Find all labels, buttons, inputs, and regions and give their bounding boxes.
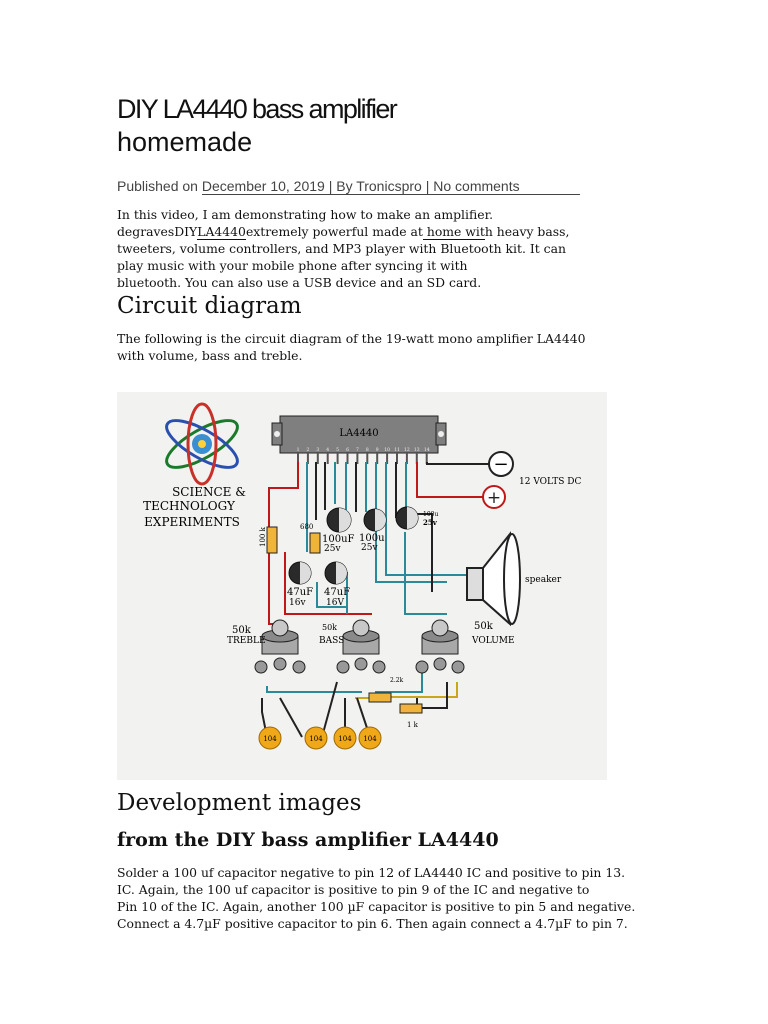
paragraph-line: with volume, bass and treble. (117, 348, 303, 363)
ic-pin-number: 4 (326, 448, 330, 453)
ic-pin-number: 7 (355, 448, 359, 453)
pot-treble (255, 620, 305, 673)
cap-a-voltage: 25v (324, 544, 341, 554)
cap-c-value: 100u (423, 511, 439, 518)
ceramic-cap-2-label: 104 (309, 735, 323, 743)
res-100k-label: 100 k (259, 527, 267, 547)
bass-value: 50k (322, 623, 338, 632)
circuit-paragraph (117, 330, 586, 364)
speaker-label: speaker (525, 575, 562, 585)
volume-label: VOLUME (472, 636, 515, 646)
comments-link[interactable]: No comments (433, 178, 520, 194)
speaker-icon (467, 534, 520, 624)
ic-pin-number: 13 (413, 448, 420, 453)
paragraph-line: The following is the circuit diagram of the 19-watt mono amplifier LA4440 (117, 331, 586, 346)
resistor-1k (400, 704, 422, 713)
paragraph-line: Solder a 100 uf capacitor negative to pin 12 of LA4440 IC and positive to pin 13. (117, 865, 626, 880)
intro-text: degravesDIY (117, 224, 198, 239)
cap-a-value: 100uF (322, 534, 355, 545)
capacitor-100uf-c (396, 507, 418, 529)
paragraph-line: Connect a 4.7µF positive capacitor to pin 6. Then again connect a 4.7µF to pin 7. (117, 916, 628, 931)
paragraph-line: Pin 10 of the IC. Again, another 100 µF capacitor is positive to pin 5 and negative. (117, 899, 636, 914)
intro-line: bluetooth. You can also use a USB device and an SD card. (117, 275, 482, 290)
capacitor-100uf-a (327, 508, 351, 532)
author-link[interactable]: Tronicspro (356, 178, 422, 194)
cap-47-a-voltage: 16v (289, 598, 306, 608)
ic-pin-number: 11 (394, 448, 400, 453)
meta-underline (518, 180, 580, 195)
intro-line: tweeters, volume controllers, and MP3 player with Bluetooth kit. It can (117, 241, 566, 256)
la4440-link[interactable]: LA4440 (197, 224, 246, 239)
treble-label: TREBLE (227, 636, 266, 646)
cap-47-b-voltage: 16V (326, 598, 344, 608)
bass-label: BASS (319, 636, 345, 646)
ic-pin-number: 12 (404, 448, 410, 453)
circuit-diagram-image (117, 392, 607, 780)
res-680-label: 680 (300, 523, 314, 531)
plus-sign: + (486, 488, 502, 508)
development-paragraph (117, 864, 635, 932)
resistor-100k (267, 527, 277, 553)
ceramic-cap-3-label: 104 (338, 735, 352, 743)
resistor-2-2k (369, 693, 391, 702)
ic-pin-number: 5 (336, 448, 340, 453)
post-date-link[interactable]: December 10, 2019 (201, 178, 325, 194)
res-1k-label: 1 k (407, 721, 418, 729)
cap-b-voltage: 25v (361, 543, 378, 553)
meta-separator: | (421, 178, 434, 194)
ic-pin-number: 9 (375, 448, 379, 453)
home-link[interactable]: home wit (422, 224, 485, 239)
volume-value: 50k (474, 621, 493, 632)
cap-47-b-value: 47uF (324, 587, 351, 598)
section-heading-development-images: Development images (117, 790, 362, 816)
published-prefix: Published on (117, 178, 202, 194)
supply-label: 12 VOLTS DC (519, 477, 582, 487)
capacitor-100uf-b (364, 509, 386, 531)
capacitor-47uf-a (289, 562, 311, 584)
meta-separator-by: | By (324, 178, 357, 194)
section-heading-circuit-diagram: Circuit diagram (117, 293, 302, 319)
cap-c-voltage: 25v (423, 518, 437, 527)
article-title-line2: homemade (117, 127, 253, 157)
cap-47-a-value: 47uF (287, 587, 314, 598)
logo-text-2: TECHNOLOGY (143, 499, 235, 513)
logo-text-3: EXPERIMENTS (144, 515, 240, 529)
ic-pin-number: 10 (384, 448, 390, 453)
intro-text: h heavy bass, (484, 224, 570, 239)
res-22k-label: 2.2k (390, 677, 404, 684)
logo-text-1: SCIENCE & (172, 485, 246, 499)
pot-volume (416, 620, 464, 673)
ic-pin-number: 3 (316, 448, 320, 453)
ic-pin-number: 6 (346, 448, 349, 453)
ic-pin-number: 1 (296, 448, 300, 453)
minus-sign: − (493, 454, 509, 475)
intro-paragraph (117, 206, 569, 291)
post-meta (117, 178, 580, 195)
section-subheading: from the DIY bass amplifier LA4440 (117, 829, 499, 851)
ceramic-cap-4-label: 104 (363, 735, 377, 743)
intro-line: play music with your mobile phone after syncing it with (117, 258, 468, 273)
pot-bass (337, 620, 385, 673)
treble-value: 50k (232, 625, 251, 636)
intro-text: extremely powerful made at (245, 224, 423, 239)
resistor-680 (310, 533, 320, 553)
ic-pin-number: 8 (365, 448, 369, 453)
intro-line (117, 223, 569, 240)
intro-line: In this video, I am demonstrating how to make an amplifier. (117, 207, 494, 222)
paragraph-line: IC. Again, the 100 uf capacitor is positive to pin 9 of the IC and negative to (117, 882, 590, 897)
circuit-diagram (117, 392, 607, 780)
cap-b-value: 100u (359, 533, 385, 544)
ic-pin-number: 14 (423, 448, 430, 453)
ceramic-cap-1-label: 104 (263, 735, 277, 743)
atom-logo (160, 404, 243, 484)
ic-pin-number: 2 (306, 448, 310, 453)
ic-label: LA4440 (339, 428, 379, 439)
capacitor-47uf-b (325, 562, 347, 584)
article-title-line1: DIY LA4440 bass amplifier (117, 94, 397, 124)
